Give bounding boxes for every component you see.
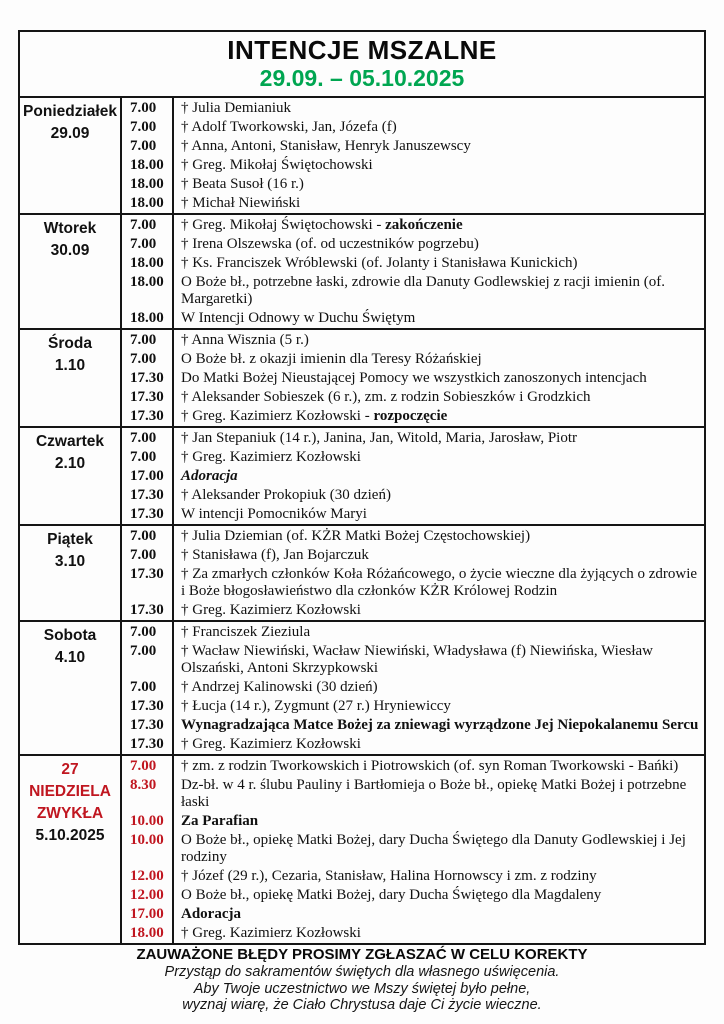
- mass-entry: [122, 118, 704, 137]
- intention-segment: O Boże bł., opiekę Matki Bożej, dary Ducha Świętego dla Magdaleny: [181, 887, 602, 903]
- mass-entry: [122, 175, 704, 194]
- mass-entry: [122, 388, 704, 407]
- mass-intention: [174, 867, 704, 886]
- mass-intention: [174, 697, 704, 716]
- mass-intention: [174, 831, 704, 867]
- mass-entry: [122, 697, 704, 716]
- mass-time: 18.00: [122, 273, 174, 309]
- mass-entry: [122, 601, 704, 620]
- mass-time: 7.00: [122, 330, 174, 350]
- intention-segment: † Greg. Kazimierz Kozłowski -: [181, 408, 374, 424]
- mass-entry: [122, 369, 704, 388]
- mass-time: 17.30: [122, 601, 174, 620]
- mass-time: 17.30: [122, 407, 174, 426]
- mass-intention: [174, 388, 704, 407]
- day-name-line: Sobota: [43, 627, 97, 644]
- mass-time: 18.00: [122, 309, 174, 328]
- mass-time: 10.00: [122, 831, 174, 867]
- mass-time: 18.00: [122, 175, 174, 194]
- day-date: 3.10: [54, 553, 86, 570]
- mass-entry: [122, 716, 704, 735]
- intentions-table: [18, 30, 706, 945]
- mass-time: 7.00: [122, 350, 174, 369]
- mass-intention: [174, 350, 704, 369]
- intention-segment: † Andrzej Kalinowski (30 dzień): [181, 679, 378, 695]
- mass-time: 17.00: [122, 467, 174, 486]
- intention-segment: † Greg. Kazimierz Kozłowski: [181, 602, 361, 618]
- mass-entry: [122, 235, 704, 254]
- mass-entry: [122, 642, 704, 678]
- day-label: [20, 526, 122, 620]
- mass-entry: [122, 194, 704, 213]
- mass-time: 17.30: [122, 697, 174, 716]
- day-label: [20, 428, 122, 524]
- day-entries: [122, 756, 704, 943]
- mass-intention: [174, 254, 704, 273]
- mass-time: 7.00: [122, 118, 174, 137]
- mass-intention: [174, 137, 704, 156]
- mass-intention: [174, 98, 704, 118]
- mass-time: 17.00: [122, 905, 174, 924]
- day-row-0: [20, 98, 704, 215]
- mass-time: 18.00: [122, 254, 174, 273]
- intention-segment: Adoracja: [181, 468, 238, 484]
- intention-segment: † Anna Wisznia (5 r.): [181, 332, 309, 348]
- mass-time: 7.00: [122, 622, 174, 642]
- footer-correction-notice: ZAUWAŻONE BŁĘDY PROSIMY ZGŁASZAĆ W CELU KOREKTY: [136, 946, 588, 963]
- day-label: [20, 98, 122, 213]
- intention-segment: Dz-bł. w 4 r. ślubu Pauliny i Bartłomieja o Boże bł., opiekę Matki Bożej i potrzebne łaski: [181, 777, 687, 810]
- day-name-line: NIEDZIELA: [29, 783, 111, 800]
- mass-intention: [174, 812, 704, 831]
- day-date: 29.09: [50, 125, 90, 142]
- day-label: [20, 215, 122, 328]
- day-row-1: [20, 215, 704, 330]
- mass-entry: [122, 776, 704, 812]
- intention-segment: † Greg. Mikołaj Świętochowski -: [181, 217, 386, 233]
- mass-entry: [122, 505, 704, 524]
- mass-time: 17.30: [122, 505, 174, 524]
- mass-entry: [122, 735, 704, 754]
- day-entries: [122, 622, 704, 754]
- mass-entry: [122, 678, 704, 697]
- day-row-2: [20, 330, 704, 428]
- mass-intention: [174, 678, 704, 697]
- footer-exhortation-line-1: Przystąp do sakramentów świętych dla własnego uświęcenia.: [164, 964, 560, 980]
- intention-segment: † Julia Demianiuk: [181, 100, 291, 116]
- mass-intention: [174, 448, 704, 467]
- day-row-4: [20, 526, 704, 622]
- mass-time: 17.30: [122, 486, 174, 505]
- mass-entry: [122, 831, 704, 867]
- date-range: 29.09. – 05.10.2025: [259, 65, 465, 91]
- day-name-line: 27: [61, 761, 79, 778]
- day-name-line: ZWYKŁA: [36, 805, 104, 822]
- intention-segment: † Irena Olszewska (of. od uczestników pogrzebu): [181, 236, 479, 252]
- mass-intention: [174, 776, 704, 812]
- mass-intention: [174, 505, 704, 524]
- mass-time: 18.00: [122, 924, 174, 943]
- mass-entry: [122, 867, 704, 886]
- mass-entry: [122, 156, 704, 175]
- day-entries: [122, 330, 704, 426]
- day-date: 5.10.2025: [35, 827, 105, 844]
- mass-intention: [174, 175, 704, 194]
- mass-intention: [174, 330, 704, 350]
- mass-entry: [122, 565, 704, 601]
- intention-segment: † Julia Dziemian (of. KŻR Matki Bożej Częstochowskiej): [181, 528, 531, 544]
- mass-entry: [122, 756, 704, 776]
- mass-entry: [122, 215, 704, 235]
- intention-segment: O Boże bł. z okazji imienin dla Teresy Różańskiej: [181, 351, 482, 367]
- mass-intention: [174, 565, 704, 601]
- mass-intention: [174, 486, 704, 505]
- footer-exhortation-line-3: wyznaj wiarę, że Ciało Chrystusa daje Ci życie wieczne.: [182, 997, 542, 1013]
- day-name-line: Piątek: [47, 531, 93, 548]
- mass-intention: [174, 407, 704, 426]
- day-row-6: [20, 756, 704, 943]
- table-header: [20, 32, 704, 98]
- mass-intention: [174, 369, 704, 388]
- mass-entry: [122, 407, 704, 426]
- intention-segment: † Greg. Mikołaj Świętochowski: [181, 157, 373, 173]
- day-row-3: [20, 428, 704, 526]
- mass-entry: [122, 886, 704, 905]
- mass-intention: [174, 756, 704, 776]
- intention-segment: † Anna, Antoni, Stanisław, Henryk Januszewscy: [181, 138, 471, 154]
- day-name-line: Wtorek: [43, 220, 97, 237]
- intention-segment: rozpoczęcie: [373, 408, 448, 424]
- intention-segment: † Michał Niewiński: [181, 195, 301, 211]
- mass-intention: [174, 273, 704, 309]
- day-entries: [122, 98, 704, 213]
- intention-segment: † Greg. Kazimierz Kozłowski: [181, 449, 361, 465]
- intention-segment: † Adolf Tworkowski, Jan, Józefa (f): [181, 119, 397, 135]
- intention-segment: † Beata Susoł (16 r.): [181, 176, 304, 192]
- mass-entry: [122, 98, 704, 118]
- mass-entry: [122, 309, 704, 328]
- mass-intention: [174, 601, 704, 620]
- intention-segment: † Jan Stepaniuk (14 r.), Janina, Jan, Witold, Maria, Jarosław, Piotr: [181, 430, 577, 446]
- mass-entry: [122, 622, 704, 642]
- intention-segment: † Ks. Franciszek Wróblewski (of. Jolanty i Stanisława Kunickich): [181, 255, 578, 271]
- day-label: [20, 756, 122, 943]
- mass-time: 7.00: [122, 98, 174, 118]
- day-name-line: Poniedziałek: [23, 103, 117, 120]
- mass-time: 17.30: [122, 388, 174, 407]
- mass-entry: [122, 254, 704, 273]
- mass-entry: [122, 546, 704, 565]
- mass-entry: [122, 428, 704, 448]
- mass-intention: [174, 905, 704, 924]
- mass-entry: [122, 137, 704, 156]
- intention-segment: † Józef (29 r.), Cezaria, Stanisław, Halina Hornowscy i zm. z rodziny: [181, 868, 597, 884]
- page-title: INTENCJE MSZALNE: [227, 35, 497, 65]
- mass-time: 7.00: [122, 215, 174, 235]
- intention-segment: O Boże bł., potrzebne łaski, zdrowie dla Danuty Godlewskiej z racji imienin (of. Margaretki): [181, 274, 666, 307]
- mass-entry: [122, 924, 704, 943]
- intention-segment: † Aleksander Sobieszek (6 r.), zm. z rodzin Sobieszków i Grodzkich: [181, 389, 591, 405]
- day-label: [20, 622, 122, 754]
- footer-exhortation-line-2: Aby Twoje uczestnictwo we Mszy świętej było pełne,: [193, 980, 531, 997]
- intention-segment: Wynagradzająca Matce Bożej za zniewagi wyrządzone Jej Niepokalanemu Sercu: [181, 717, 699, 733]
- intention-segment: O Boże bł., opiekę Matki Bożej, dary Ducha Świętego dla Danuty Godlewskiej i Jej rodziny: [181, 832, 686, 865]
- mass-time: 18.00: [122, 156, 174, 175]
- mass-time: 7.00: [122, 756, 174, 776]
- mass-time: 7.00: [122, 428, 174, 448]
- intention-segment: W Intencji Odnowy w Duchu Świętym: [181, 310, 416, 326]
- mass-entry: [122, 350, 704, 369]
- mass-time: 7.00: [122, 678, 174, 697]
- mass-time: 7.00: [122, 448, 174, 467]
- mass-time: 17.30: [122, 369, 174, 388]
- day-entries: [122, 526, 704, 620]
- mass-entry: [122, 526, 704, 546]
- day-row-5: [20, 622, 704, 756]
- day-date: 2.10: [54, 455, 86, 472]
- mass-time: 10.00: [122, 812, 174, 831]
- day-name-line: Środa: [48, 335, 92, 352]
- mass-intention: [174, 735, 704, 754]
- mass-time: 17.30: [122, 565, 174, 601]
- mass-intention: [174, 642, 704, 678]
- mass-intention: [174, 194, 704, 213]
- mass-time: 17.30: [122, 716, 174, 735]
- intention-segment: † zm. z rodzin Tworkowskich i Piotrowskich (of. syn Roman Tworkowski - Bańki): [181, 758, 679, 774]
- day-date: 1.10: [54, 357, 86, 374]
- intention-segment: † Wacław Niewiński, Wacław Niewiński, Władysława (f) Niewińska, Wiesław Olszański, Antoni Skrzypkowski: [181, 643, 654, 676]
- mass-intention: [174, 156, 704, 175]
- day-date: 30.09: [50, 242, 90, 259]
- intention-segment: Za Parafian: [181, 813, 259, 829]
- intention-segment: † Stanisława (f), Jan Bojarczuk: [181, 547, 369, 563]
- mass-intention: [174, 428, 704, 448]
- mass-intention: [174, 886, 704, 905]
- mass-intention: [174, 235, 704, 254]
- intention-segment: † Franciszek Zieziula: [181, 624, 311, 640]
- day-date: 4.10: [54, 649, 86, 666]
- mass-intention: [174, 526, 704, 546]
- schedule-body: [20, 98, 704, 943]
- day-label: [20, 330, 122, 426]
- mass-entry: [122, 905, 704, 924]
- mass-intention: [174, 622, 704, 642]
- mass-time: 7.00: [122, 137, 174, 156]
- mass-intention: [174, 924, 704, 943]
- intention-segment: † Aleksander Prokopiuk (30 dzień): [181, 487, 391, 503]
- mass-intention: [174, 215, 704, 235]
- mass-entry: [122, 330, 704, 350]
- mass-time: 7.00: [122, 546, 174, 565]
- mass-time: 12.00: [122, 867, 174, 886]
- mass-time: 17.30: [122, 735, 174, 754]
- mass-time: 7.00: [122, 235, 174, 254]
- intention-segment: Do Matki Bożej Nieustającej Pomocy we wszystkich zanoszonych intencjach: [181, 370, 647, 386]
- intention-segment: W intencji Pomocników Maryi: [181, 506, 367, 522]
- mass-time: 7.00: [122, 642, 174, 678]
- intention-segment: zakończenie: [385, 217, 463, 233]
- intention-segment: † Greg. Kazimierz Kozłowski: [181, 736, 361, 752]
- mass-intention: [174, 546, 704, 565]
- mass-intention: [174, 118, 704, 137]
- intention-segment: † Łucja (14 r.), Zygmunt (27 r.) Hryniewiccy: [181, 698, 451, 714]
- mass-entry: [122, 448, 704, 467]
- mass-entry: [122, 486, 704, 505]
- mass-time: 8.30: [122, 776, 174, 812]
- mass-entry: [122, 812, 704, 831]
- mass-intention: [174, 716, 704, 735]
- mass-intention: [174, 309, 704, 328]
- mass-time: 12.00: [122, 886, 174, 905]
- day-entries: [122, 215, 704, 328]
- intention-segment: † Za zmarłych członków Koła Różańcowego, o życie wieczne dla żyjących o zdrowie i Boże błogosławieństwo dla członków KŻR Królowej Rodzin: [181, 566, 698, 599]
- intention-segment: † Greg. Kazimierz Kozłowski: [181, 925, 361, 941]
- day-name-line: Czwartek: [35, 433, 105, 450]
- mass-entry: [122, 273, 704, 309]
- day-entries: [122, 428, 704, 524]
- footer-notes: [18, 946, 706, 1014]
- mass-intention: [174, 467, 704, 486]
- intention-segment: Adoracja: [181, 906, 241, 922]
- mass-time: 18.00: [122, 194, 174, 213]
- mass-time: 7.00: [122, 526, 174, 546]
- mass-entry: [122, 467, 704, 486]
